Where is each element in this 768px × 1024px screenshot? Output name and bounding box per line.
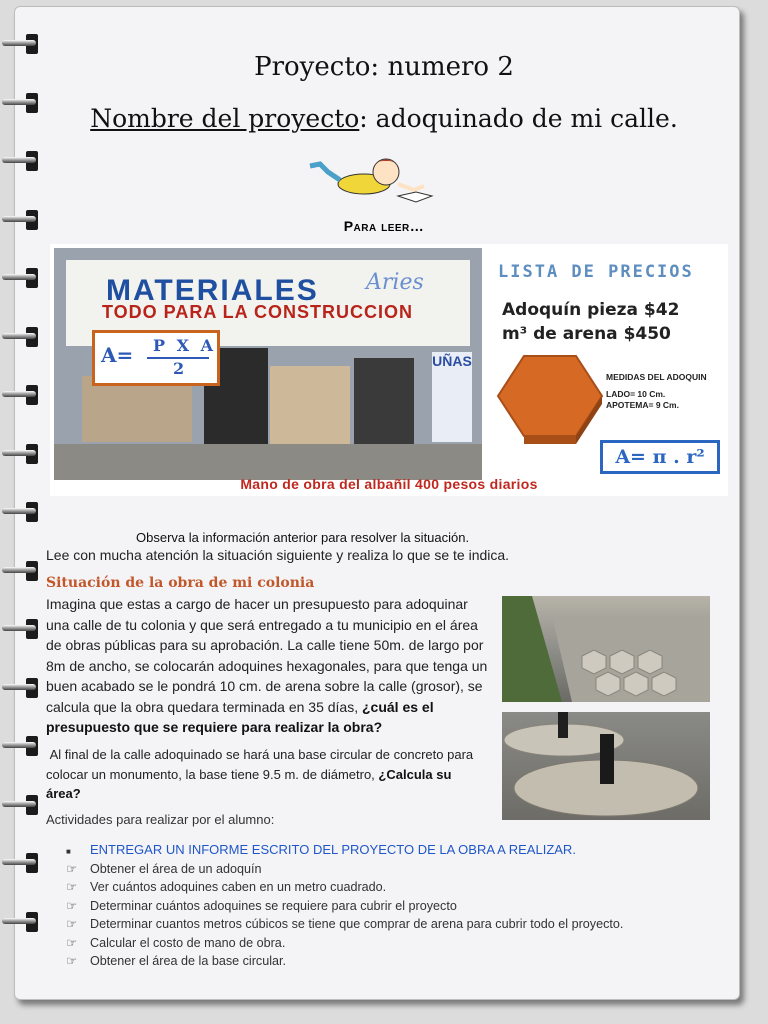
spiral-ring — [0, 732, 44, 758]
pointing-hand-icon: ☞ — [66, 935, 78, 950]
activity-item — [66, 860, 623, 879]
store-goods-2 — [270, 366, 350, 446]
activity-list — [66, 841, 623, 971]
circle-area-formula: A= π . r² — [600, 440, 720, 474]
activities-heading: Actividades para realizar por el alumno: — [46, 812, 275, 827]
base-text: Al final de la calle adoquinado se hará una base circular de concreto para colocar un monumento, la base tiene 9.5 m. de diámetro, — [46, 747, 474, 782]
hardware-store-photo — [54, 248, 482, 480]
reading-kid-illustration — [306, 150, 436, 214]
hexagon-area-formula — [92, 330, 220, 386]
paver-apothem: APOTEMA= 9 Cm. — [606, 400, 679, 410]
observa-instruction: Observa la información anterior para resolver la situación. — [136, 530, 470, 545]
paving-illustration — [502, 596, 710, 702]
activity-text: Obtener el área de un adoquín — [90, 861, 262, 876]
para-leer-heading: Para leer… — [343, 218, 425, 234]
activity-text: Calcular el costo de mano de obra. — [90, 935, 286, 950]
project-name-value: : adoquinado de mi calle. — [359, 104, 678, 133]
spiral-ring — [0, 615, 44, 641]
situation-paragraph — [46, 594, 492, 738]
store-sign-text: MATERIALES — [106, 274, 319, 307]
store-side-sign: UÑAS — [432, 352, 472, 442]
paver-dimensions — [606, 372, 707, 411]
price-list — [488, 248, 724, 480]
spiral-binding — [0, 30, 46, 990]
base-paragraph — [46, 745, 486, 804]
price-arena: m³ de arena $450 — [502, 324, 671, 344]
spiral-ring — [0, 381, 44, 407]
activity-item — [66, 934, 623, 953]
spiral-ring — [0, 791, 44, 817]
square-bullet-icon: ■ — [66, 847, 71, 856]
activity-text: ENTREGAR UN INFORME ESCRITO DEL PROYECTO DE LA OBRA A REALIZAR. — [90, 842, 576, 857]
pointing-hand-icon: ☞ — [66, 880, 78, 894]
price-list-title: LISTA DE PRECIOS — [498, 262, 694, 282]
situation-question: ¿cuál es el presupuesto que se requiere para realizar la obra? — [46, 698, 434, 735]
spiral-ring — [0, 440, 44, 466]
spiral-ring — [0, 849, 44, 875]
spiral-ring — [0, 557, 44, 583]
spiral-ring — [0, 908, 44, 934]
paver-side: LADO= 10 Cm. — [606, 389, 666, 399]
situation-heading: Situación de la obra de mi colonia — [46, 575, 315, 591]
spiral-ring — [0, 147, 44, 173]
pointing-hand-icon: ☞ — [66, 954, 78, 968]
formula-numerator: P X A — [153, 336, 216, 355]
concrete-base-photo — [502, 712, 710, 820]
lee-instruction: Lee con mucha atención la situación siguiente y realiza lo que se te indica. — [46, 547, 510, 563]
concrete-base-illustration — [502, 712, 710, 820]
activity-item — [66, 841, 623, 860]
paving-street-photo — [502, 596, 710, 702]
spiral-ring — [0, 674, 44, 700]
activity-item — [66, 878, 623, 897]
hexagon-paver-icon — [494, 350, 606, 450]
formula-denominator: 2 — [173, 359, 185, 378]
activity-text: Determinar cuántos adoquines se requiere para cubrir el proyecto — [90, 898, 457, 913]
project-name-title — [0, 104, 768, 133]
pointing-hand-icon: ☞ — [66, 917, 78, 931]
store-brand: Aries — [366, 270, 424, 295]
situation-text: Imagina que estas a cargo de hacer un presupuesto para adoquinar una calle de tu colonia y que será entregado a tu municipio en el área de obras públicas para su aprobación. La calle tiene 50m. de largo por 8m de ancho, se colocarán adoquines hexagonales, para que tenga un buen acabado se le pondrá 10 cm. de arena sobre la calle (grosor), se calcula que la obra quedara terminada en 35 días, — [46, 596, 488, 715]
project-name-label: Nombre del proyecto — [90, 104, 360, 133]
info-banner — [50, 244, 728, 496]
spiral-ring — [0, 498, 44, 524]
spiral-ring — [0, 323, 44, 349]
project-number-title: Proyecto: numero 2 — [254, 52, 514, 82]
pointing-hand-icon: ☞ — [66, 861, 78, 876]
activity-item — [66, 915, 623, 934]
activity-item — [66, 952, 623, 971]
medidas-title: MEDIDAS DEL ADOQUIN — [606, 372, 707, 382]
price-adoquin: Adoquín pieza $42 — [502, 300, 680, 320]
activity-text: Ver cuántos adoquines caben en un metro cuadrado. — [90, 880, 387, 894]
store-tagline: TODO PARA LA CONSTRUCCION — [102, 302, 413, 322]
activity-text: Determinar cuantos metros cúbicos se tiene que comprar de arena para cubrir todo el proyecto. — [90, 917, 624, 931]
base-question: ¿Calcula su área? — [46, 766, 452, 801]
store-door-2 — [354, 358, 414, 448]
pointing-hand-icon: ☞ — [66, 898, 78, 913]
activity-text: Obtener el área de la base circular. — [90, 954, 287, 968]
spiral-ring — [0, 264, 44, 290]
labor-cost-note: Mano de obra del albañil 400 pesos diarios — [240, 476, 538, 492]
activity-item — [66, 897, 623, 916]
street — [54, 444, 482, 480]
formula-lhs: A= — [101, 343, 134, 367]
